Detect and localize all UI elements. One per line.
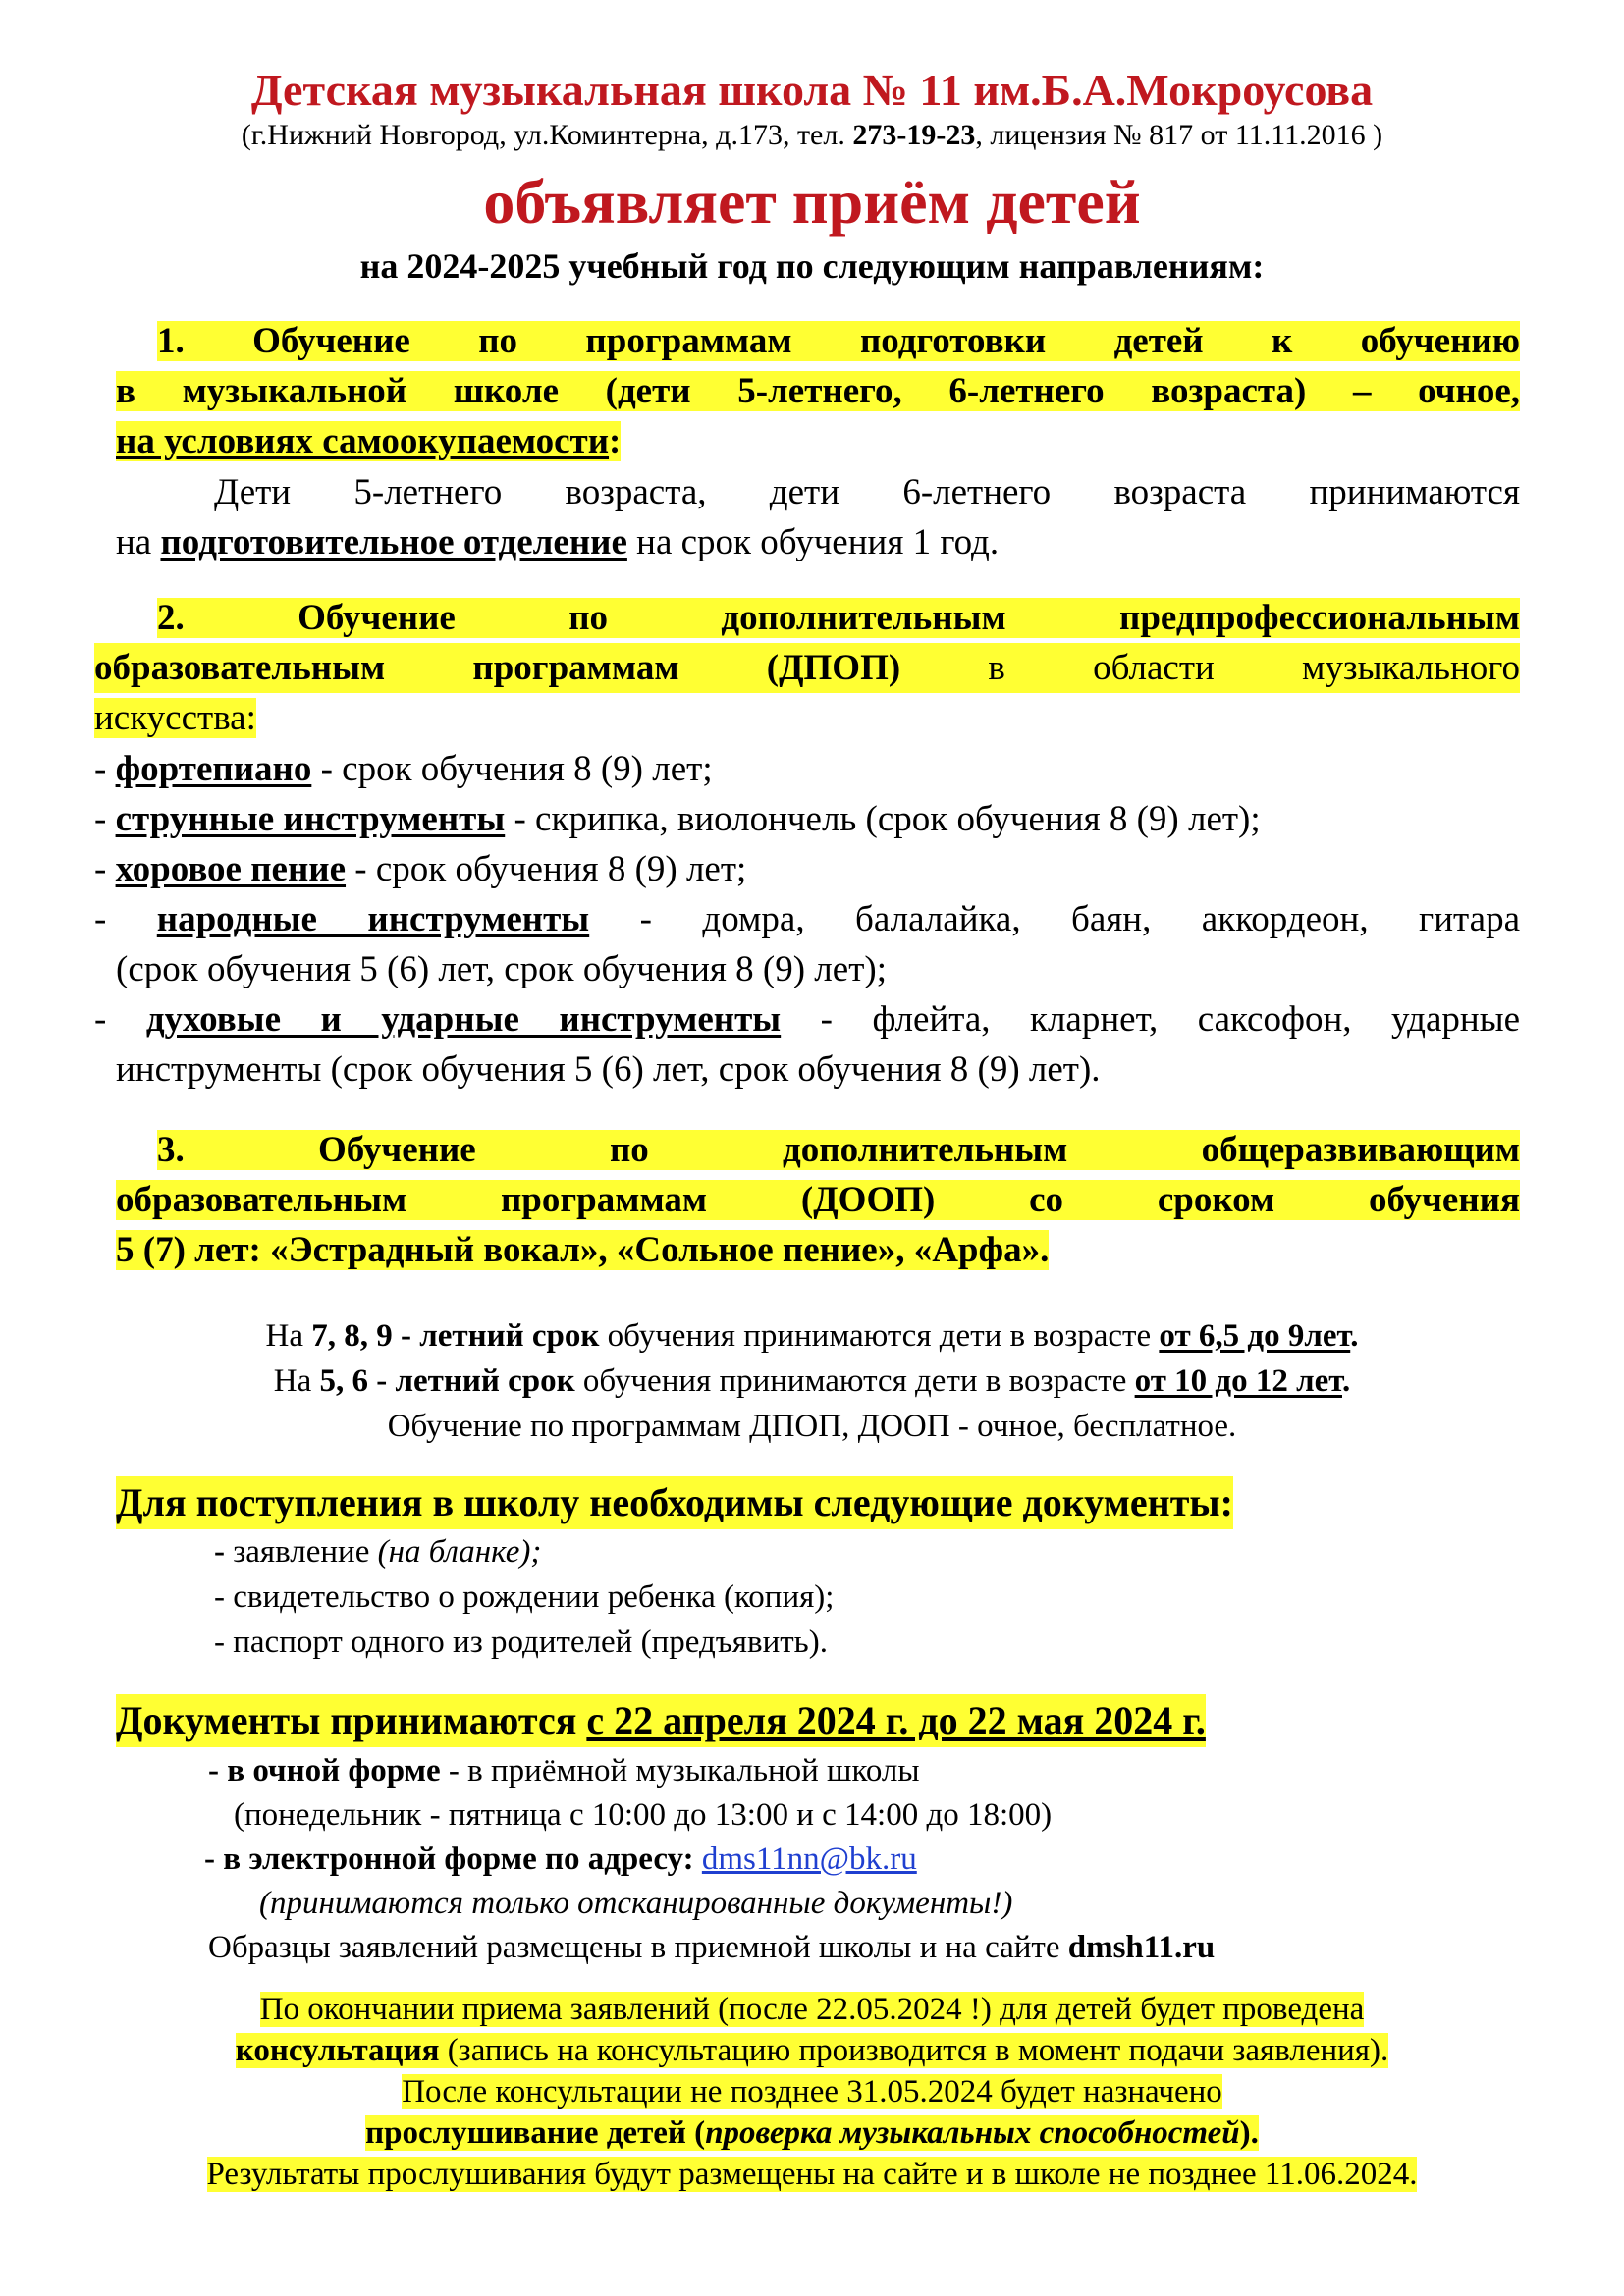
section-3: 3. Обучение по дополнительным общеразвивающим образовательным программам (ДООП) со сроком обучения 5 (7) лет: «Эстрадный вокал», «Сольное пение», «Арфа».: [116, 1130, 1520, 1270]
school-address: (г.Нижний Новгород, ул.Коминтерна, д.173, тел. 273-19-23, лицензия № 817 от 11.11.2016 ): [241, 119, 1383, 151]
age-info: На 7, 8, 9 - летний срок обучения принимаются дети в возрасте от 6,5 до 9лет. На 5, 6 - летний срок обучения принимаются дети в возрасте от 10 до 12 лет. Обучение по программам ДПОП, ДООП - очное, бесплатное.: [265, 1318, 1359, 1444]
deadline-heading: Документы принимаются с 22 апреля 2024 г. до 22 мая 2024 г.: [116, 1694, 1206, 1747]
documents-list: [214, 1529, 834, 1665]
email-link[interactable]: dms11nn@bk.ru: [701, 1842, 917, 1877]
documents-heading: Для поступления в школу необходимы следующие документы:: [116, 1476, 1233, 1529]
school-title: Детская музыкальная школа № 11 им.Б.А.Мокроусова: [250, 65, 1374, 115]
list-item: - паспорт одного из родителей (предъявить).: [214, 1625, 828, 1660]
list-item: - фортепиано - срок обучения 8 (9) лет;: [94, 749, 713, 789]
list-item: - заявление (на бланке);: [214, 1534, 542, 1570]
section-1: 1. Обучение по программам подготовки детей к обучению в музыкальной школе (дети 5-летнего, 6-летнего возраста) – очное, на условиях самоокупаемости:: [116, 321, 1520, 461]
list-item: - струнные инструменты - скрипка, виолончель (срок обучения 8 (9) лет);: [94, 799, 1261, 839]
website-name: dmsh11.ru: [1067, 1930, 1216, 1965]
submission-info: - в очной форме - в приёмной музыкальной школы (понедельник - пятница с 10:00 до 13:00 и с 14:00 до 18:00) - в электронной форме по адресу: dms11nn@bk.ru (принимаются только отсканированные документы!) Образцы заявлений размещены в приемной школы и на сайте dmsh11.ru: [204, 1753, 1216, 1965]
section-2: 2. Обучение по дополнительным предпрофессиональным образовательным программам (ДПОП) в области музыкального искусства:: [94, 598, 1520, 738]
section-1-note: Дети 5-летнего возраста, дети 6-летнего возраста принимаются на подготовительное отделение на срок обучения 1 год.: [116, 472, 1520, 562]
headline: объявляет приём детей: [483, 167, 1141, 237]
list-item: - народные инструменты - домра, балалайка, баян, аккордеон, гитара: [94, 899, 1520, 939]
subheadline: на 2024-2025 учебный год по следующим направлениям:: [359, 246, 1265, 286]
dpop-program-list: - фортепиано - срок обучения 8 (9) лет; - струнные инструменты - скрипка, виолончель (срок обучения 8 (9) лет); - хоровое пение - срок обучения 8 (9) лет; - народные инструменты - домра, балалайка, баян, аккордеон, гитара (срок обучения 5 (6) лет, срок обучения 8 (9) лет); - духовые и ударные инструменты - флейта, кларнет, саксофон, ударные инструменты (срок обучения 5 (6) лет, срок обучения 8 (9) лет).: [94, 744, 1520, 1095]
list-item: - свидетельство о рождении ребенка (копия);: [214, 1579, 835, 1615]
list-item: - духовые и ударные инструменты - флейта, кларнет, саксофон, ударные: [94, 999, 1520, 1040]
phone-number: 273-19-23: [852, 119, 976, 151]
list-item: - хоровое пение - срок обучения 8 (9) лет;: [94, 849, 747, 889]
footer-note: По окончании приема заявлений (после 22.05.2024 !) для детей будет проведена консультация (запись на консультацию производится в момент подачи заявления). После консультации не позднее 31.05.2024 будет назначено прослушивание детей (проверка музыкальных способностей). Результаты прослушивания будут размещены на сайте и в школе не позднее 11.06.2024.: [206, 1992, 1418, 2192]
